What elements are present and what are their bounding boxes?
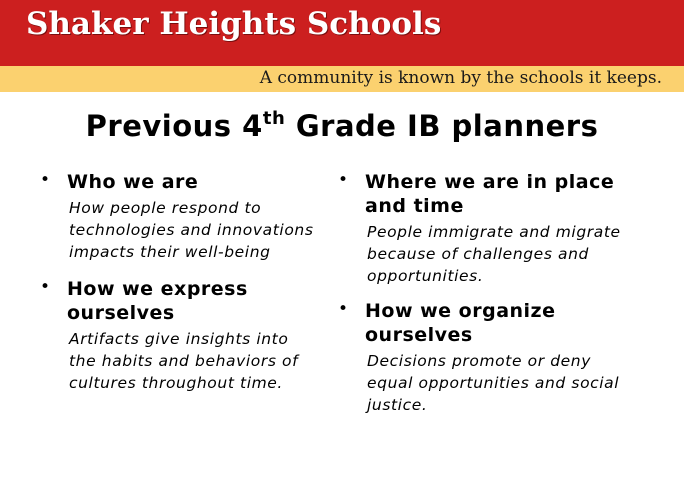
planner-heading: How we organize ourselves xyxy=(365,300,556,346)
left-column xyxy=(40,170,320,394)
planner-description: People immigrate and migrate because of challenges and opportunities. xyxy=(367,223,621,285)
planner-item-how-we-express-ourselves xyxy=(40,277,320,394)
planner-description: How people respond to technologies and innovations impacts their well-being xyxy=(69,199,314,261)
bullet: • xyxy=(338,299,349,319)
planner-description: Decisions promote or deny equal opportunities and social justice. xyxy=(367,352,620,414)
school-logo-text: Shaker Heights Schools xyxy=(26,6,442,42)
planner-description: Artifacts give insights into the habits and behaviors of cultures throughout time. xyxy=(69,330,299,392)
planner-item-where-we-are xyxy=(338,170,638,287)
tagline-bar xyxy=(0,66,684,92)
header-banner xyxy=(0,0,684,66)
title-main: Previous 4 xyxy=(85,109,263,143)
page-title xyxy=(0,108,684,143)
planner-heading: Who we are xyxy=(67,171,199,193)
right-column xyxy=(338,170,638,416)
title-superscript: th xyxy=(262,108,286,129)
tagline: A community is known by the schools it keeps. xyxy=(259,68,662,88)
title-rest: Grade IB planners xyxy=(285,109,599,143)
planner-item-how-we-organize-ourselves xyxy=(338,299,638,416)
planner-item-who-we-are xyxy=(40,170,320,263)
planner-heading: Where we are in place and time xyxy=(365,171,615,217)
bullet: • xyxy=(338,170,349,190)
bullet: • xyxy=(40,170,51,190)
bullet: • xyxy=(40,277,51,297)
planner-heading: How we express ourselves xyxy=(67,278,248,324)
